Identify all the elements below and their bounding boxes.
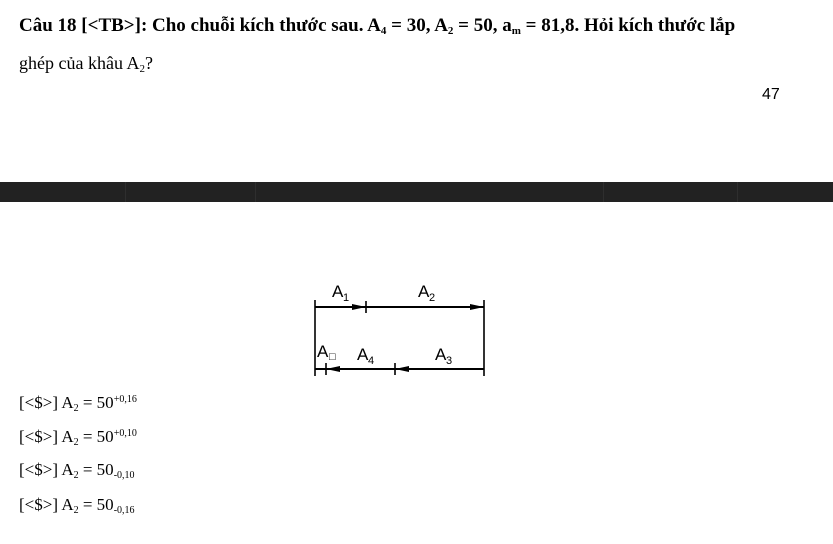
answer-upper-deviation: +0,16: [113, 394, 137, 405]
answer-upper-deviation: +0,10: [113, 428, 137, 439]
label-a4-sub: 4: [368, 355, 375, 367]
label-a1: A: [332, 282, 344, 301]
answer-symbol: A: [61, 427, 74, 446]
page-separator-bar: [0, 182, 833, 202]
question-line-2: [19, 53, 153, 75]
answer-lower-deviation: -0,16: [113, 505, 135, 516]
a1-arrowhead: [352, 304, 366, 310]
answer-prefix: [<$>]: [19, 427, 62, 446]
label-a2-sub: 2: [429, 292, 436, 304]
answer-symbol-sub: 2: [73, 470, 79, 481]
bar-segment-divider: [603, 182, 604, 202]
label-a3-sub: 3: [446, 355, 453, 367]
bar-segment-divider: [737, 182, 738, 202]
question-am-value: = 81,8. Hỏi kích thước lắp: [520, 15, 736, 36]
question-line2-sub: 2: [139, 63, 145, 75]
label-a3: A: [435, 345, 447, 364]
question-line2-text: ghép của khâu A: [19, 53, 140, 73]
question-am-label: a: [502, 15, 512, 36]
answer-symbol: A: [61, 495, 74, 514]
question-a4-label: A: [367, 15, 381, 36]
question-a2-value: = 50,: [453, 15, 503, 36]
bar-segment-divider: [125, 182, 126, 202]
label-a1-sub: 1: [343, 292, 350, 304]
answer-symbol: A: [61, 393, 74, 412]
answer-nominal: = 50: [78, 495, 114, 514]
answer-symbol-sub: 2: [73, 403, 79, 414]
answer-symbol-sub: 2: [73, 437, 79, 448]
answer-option[interactable]: [19, 427, 137, 448]
question-prefix: Câu 18 [<TB>]: Cho chuỗi kích thước sau.: [19, 15, 368, 36]
label-a2: A: [418, 282, 430, 301]
label-a0: A: [317, 342, 329, 361]
answer-option[interactable]: [19, 460, 135, 481]
answer-prefix: [<$>]: [19, 393, 62, 412]
answer-option[interactable]: [19, 393, 137, 414]
question-a4-sub: 4: [380, 25, 387, 37]
question-am-sub: m: [511, 25, 521, 37]
question-line2-end: ?: [144, 53, 153, 73]
question-line-1: [19, 15, 735, 37]
answer-nominal: = 50: [78, 393, 114, 412]
a3-arrowhead: [395, 366, 409, 372]
a2-arrowhead: [470, 304, 484, 310]
page-number: 47: [762, 86, 780, 103]
answer-prefix: [<$>]: [19, 460, 62, 479]
answer-symbol-sub: 2: [73, 505, 79, 516]
label-a0-sub: □: [329, 351, 336, 363]
question-a2-label: A: [434, 15, 448, 36]
bar-segment-divider: [255, 182, 256, 202]
a4-arrowhead: [326, 366, 340, 372]
answer-nominal: = 50: [78, 427, 114, 446]
answer-option[interactable]: [19, 495, 135, 516]
answer-prefix: [<$>]: [19, 495, 62, 514]
question-a4-value: = 30,: [386, 15, 435, 36]
label-a4: A: [357, 345, 369, 364]
question-a2-sub: 2: [447, 25, 454, 37]
dimension-chain-diagram: [300, 270, 500, 380]
answer-symbol: A: [61, 460, 74, 479]
answer-nominal: = 50: [78, 460, 114, 479]
answer-lower-deviation: -0,10: [113, 470, 135, 481]
